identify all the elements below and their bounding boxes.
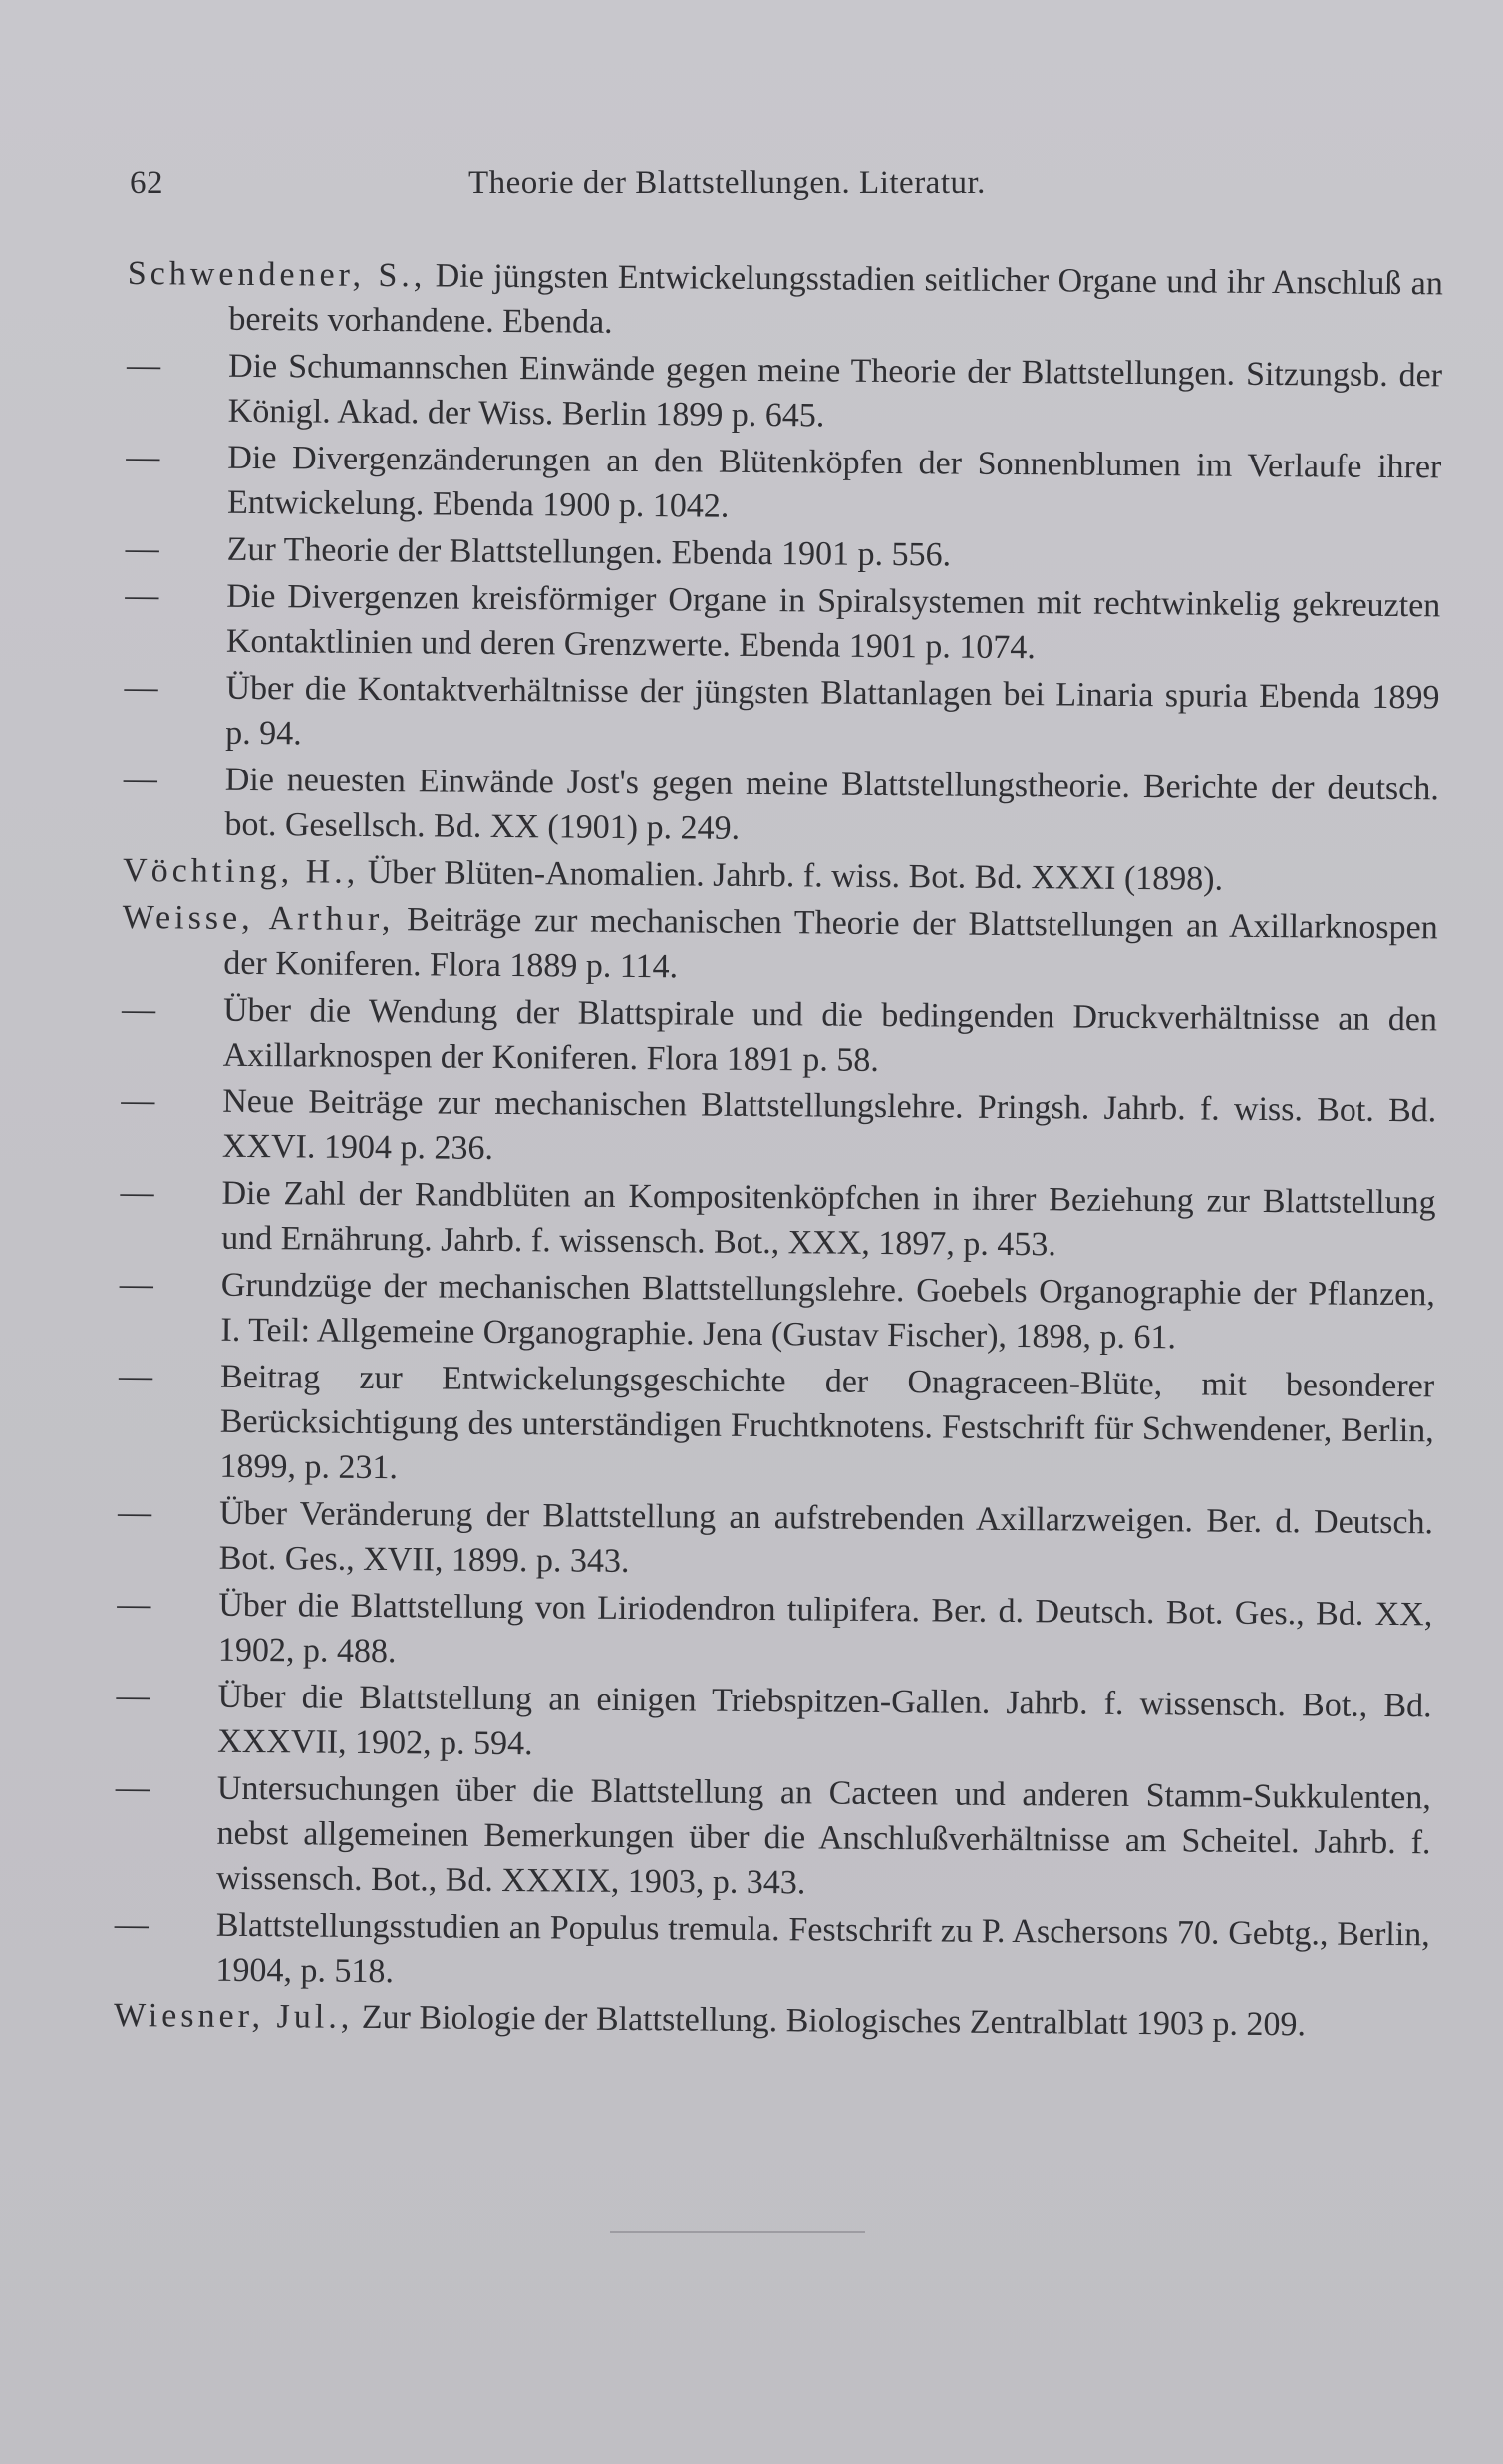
bibliography-entry (114, 1902, 1430, 2002)
entry-author: Schwendener, S., (127, 254, 427, 295)
entry-text: Über Veränderung der Blattstellung an aufstrebenden Axillarzweigen. Ber. d. Deutsch. Bot. Ges., XVII, 1899. p. 343. (218, 1494, 1434, 1580)
entry-dash: — (121, 1081, 155, 1120)
entry-text: Neue Beiträge zur mechanischen Blattstellungslehre. Pringsh. Jahrb. f. wiss. Bot. Bd. XXVI. 1904 p. 236. (221, 1082, 1437, 1167)
entry-text: Die neuesten Einwände Jost's gegen meine Blattstellungstheorie. Berichte der deutsch. bot. Gesellsch. Bd. XX (1901) p. 249. (224, 761, 1439, 847)
entry-text: Die Divergenzänderungen an den Blütenköpfen der Sonnenblumen im Verlaufe ihrer Entwickelung. Ebenda 1900 p. 1042. (226, 439, 1442, 525)
entry-text: Grundzüge der mechanischen Blattstellungslehre. Goebels Organographie der Pflanzen, I. Teil: Allgemeine Organographie. Jena (Gustav Fischer), 1898, p. 61. (220, 1266, 1435, 1357)
entry-text: Beitrag zur Entwickelungsgeschichte der Onagraceen-Blüte, mit besonderer Berücksichtigung des unterständigen Fruchtknotens. Festschrift für Schwendener, Berlin, 1899, p. 231. (219, 1358, 1435, 1487)
entry-author: Vöchting, H., (122, 851, 360, 891)
entry-dash: — (120, 1173, 154, 1212)
entry-text: Beiträge zur mechanischen Theorie der Blattstellungen an Axillarknospen der Koniferen. Flora 1889 p. 114. (223, 901, 1438, 986)
entry-dash: — (115, 1768, 150, 1807)
entry-dash: — (118, 1357, 153, 1395)
bibliography-entry (121, 987, 1437, 1086)
entry-dash: — (126, 346, 161, 385)
bibliography-entry (123, 757, 1439, 856)
entry-dash: — (124, 668, 158, 707)
page-number: 62 (130, 165, 163, 201)
entry-text: Untersuchungen über die Blattstellung an Cacteen und anderen Stamm-Sukkulenten, nebst allgemeinen Bemerkungen über die Anschlußverhältnisse am Scheitel. Jahrb. f. wissensch. Bot., Bd. XXXIX, 1903, p. 343. (216, 1769, 1431, 1902)
running-title: Theorie der Blattstellungen. Literatur. (468, 165, 986, 201)
entry-dash: — (126, 438, 160, 476)
bibliography-entry (126, 435, 1442, 534)
page-end-rule (610, 2231, 865, 2233)
bibliography-entry (119, 1262, 1435, 1362)
bibliography-entry (124, 665, 1440, 765)
entry-text: Über die Wendung der Blattspirale und die bedingenden Druckverhältnisse an den Axillarknospen der Koniferen. Flora 1891 p. 58. (222, 991, 1438, 1078)
bibliography-entry (125, 573, 1441, 673)
bibliography-entry (121, 1078, 1437, 1178)
entry-dash: — (125, 576, 159, 615)
bibliography-entry (118, 1490, 1434, 1590)
bibliography-entry (125, 526, 1440, 581)
entry-dash: — (125, 529, 159, 568)
entry-text: Zur Biologie der Blattstellung. Biologisches Zentralblatt 1903 p. 209. (361, 1999, 1307, 2044)
entry-text: Über die Blattstellung von Liriodendron tulipifera. Ber. d. Deutsch. Bot. Ges., Bd. XX, 1902, p. 488. (217, 1586, 1433, 1671)
entry-dash: — (123, 760, 157, 798)
entry-dash: — (119, 1265, 154, 1304)
entry-text: Über Blüten-Anomalien. Jahrb. f. wiss. Bot. Bd. XXXI (1898). (367, 853, 1224, 898)
bibliography-entry (118, 1354, 1434, 1498)
bibliography-entry (115, 1765, 1431, 1910)
bibliography-entry (122, 895, 1438, 995)
bibliography-entry (120, 1170, 1436, 1270)
entry-text: Zur Theorie der Blattstellungen. Ebenda 1901 p. 556. (226, 530, 952, 574)
page-header (130, 165, 1373, 209)
entry-text: Über die Kontaktverhältnisse der jüngsten Blattanlagen bei Linaria spuria Ebenda 1899 p. 94. (225, 669, 1440, 753)
entry-dash: — (117, 1585, 151, 1624)
entry-dash: — (114, 1905, 149, 1944)
bibliography-list (114, 251, 1443, 2050)
entry-text: Die jüngsten Entwickelungsstadien seitlicher Organe und ihr Anschluß an bereits vorhandene. Ebenda. (228, 257, 1443, 341)
bibliography-entry (123, 848, 1438, 903)
bibliography-entry (116, 1674, 1432, 1773)
bibliography-entry (127, 251, 1443, 351)
entry-text: Die Schumannschen Einwände gegen meine Theorie der Blattstellungen. Sitzungsb. der Königl. Akad. der Wiss. Berlin 1899 p. 645. (227, 347, 1443, 435)
entry-dash: — (117, 1493, 152, 1532)
entry-text: Über die Blattstellung an einigen Triebspitzen-Gallen. Jahrb. f. wissensch. Bot., Bd. XXXVII, 1902, p. 594. (217, 1678, 1432, 1763)
entry-text: Die Zahl der Randblüten an Kompositenköpfchen in ihrer Beziehung zur Blattstellung und Ernährung. Jahrb. f. wissensch. Bot., XXX, 1897, p. 453. (221, 1174, 1436, 1264)
entry-author: Wiesner, Jul., (113, 1997, 354, 2036)
entry-text: Die Divergenzen kreisförmiger Organe in Spiralsystemen mit rechtwinkelig gekreuzten Kontaktlinien und deren Grenzwerte. Ebenda 1901 p. 1074. (225, 577, 1441, 667)
entry-author: Weisse, Arthur, (122, 898, 395, 939)
entry-dash: — (121, 990, 156, 1029)
bibliography-entry (114, 1994, 1429, 2048)
entry-dash: — (116, 1677, 150, 1715)
bibliography-entry (117, 1582, 1433, 1682)
entry-text: Blattstellungsstudien an Populus tremula. Festschrift zu P. Aschersons 70. Gebtg., Berlin, 1904, p. 518. (215, 1906, 1430, 1991)
bibliography-entry (127, 343, 1443, 443)
